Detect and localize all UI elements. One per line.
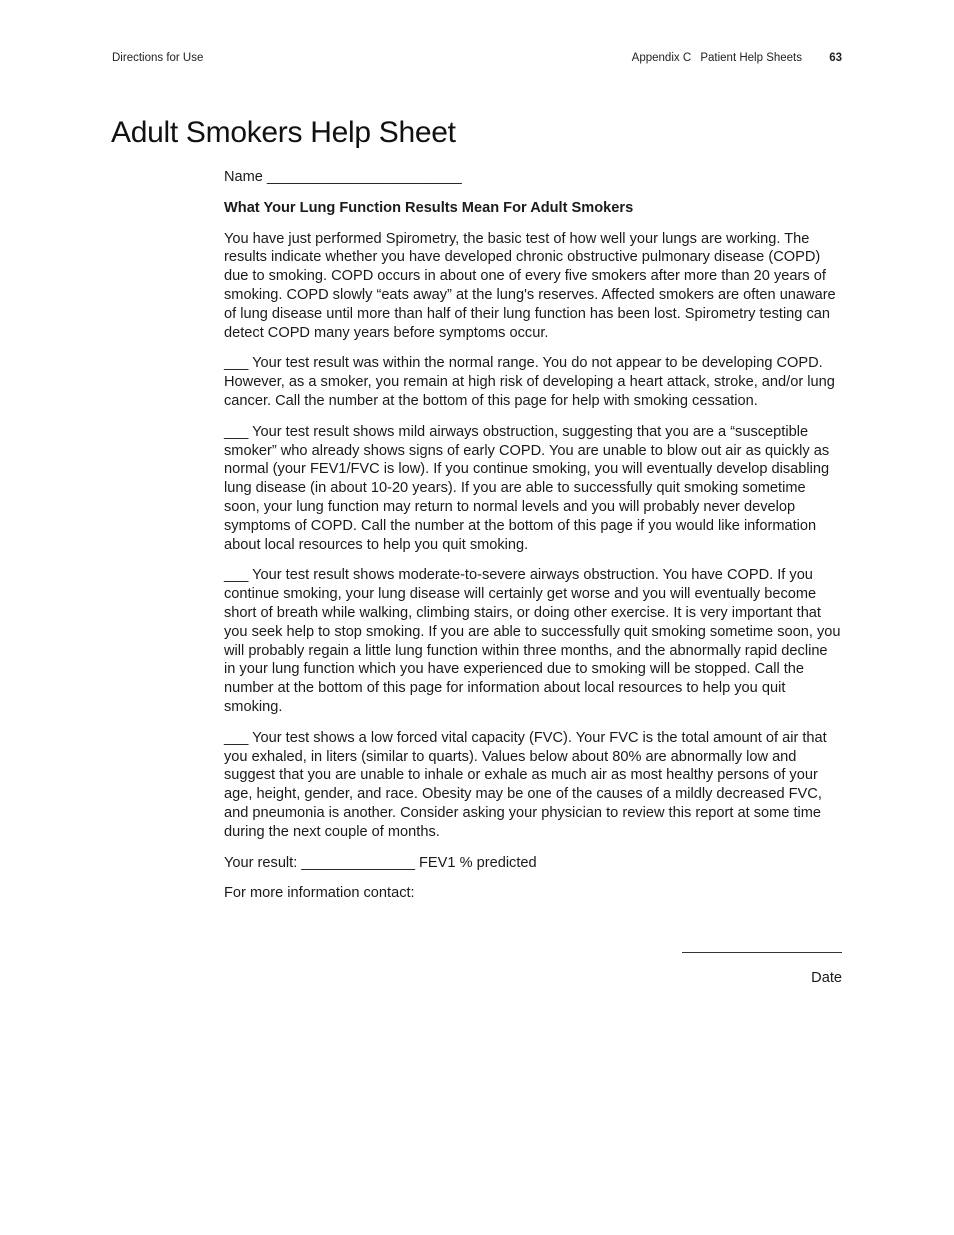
- date-blank-line: [682, 938, 842, 953]
- option-low-fvc: ___ Your test shows a low forced vital capacity (FVC). Your FVC is the total amount of air that you exhaled, in liters (similar to quarts). Values below about 80% are abnormally low and suggest that you are unable to inhale or exhale as much air as most healthy persons of your age, height, gender, and race. Obesity may be one of the causes of a mildly decreased FVC, and pneumonia is another. Consider asking your physician to review this report at some time during the next couple of months.: [224, 729, 827, 840]
- page-title: Adult Smokers Help Sheet: [111, 116, 456, 149]
- option-normal-result: ___ Your test result was within the normal range. You do not appear to be developing COPD. However, as a smoker, you remain at high risk of developing a heart attack, stroke, and/or lung cancer. Call the number at the bottom of this page for help with smoking cessation.: [224, 355, 835, 409]
- header-section: Patient Help Sheets: [700, 52, 802, 64]
- intro-paragraph: You have just performed Spirometry, the basic test of how well your lungs are working. The results indicate whether you have developed chronic obstructive pulmonary disease (COPD) due to smoking. COPD occurs in about one of every five smokers after more than 20 years of smoking. COPD slowly “eats away” at the lung's reserves. Affected smokers are often unaware of lung disease until more than half of their lung function has been lost. Spirometry testing can detect COPD many years before symptoms occur.: [224, 230, 836, 341]
- help-sheet-body: [224, 168, 842, 915]
- result-field-line: Your result: ______________ FEV1 % predicted: [224, 854, 537, 871]
- header-right-group: [632, 52, 842, 64]
- header-appendix: Appendix C: [631, 52, 692, 64]
- page-number: 63: [829, 52, 842, 64]
- header-doc-name: Directions for Use: [112, 52, 204, 64]
- option-moderate-severe-obstruction: ___ Your test result shows moderate-to-severe airways obstruction. You have COPD. If you continue smoking, your lung disease will certainly get worse and you will eventually become short of breath while walking, climbing stairs, or doing other exercise. It is very important that you seek help to stop smoking. If you are able to successfully quit smoking sometime soon, you will probably regain a little lung function within three months, and the abnormally rapid decline in your lung function which you have experienced due to smoking will be stopped. Call the number at the bottom of this page for information about local resources to help you quit smoking.: [224, 567, 841, 715]
- running-header: [112, 52, 842, 70]
- contact-line: For more information contact:: [224, 885, 415, 902]
- date-signature-block: [682, 938, 842, 988]
- option-mild-obstruction: ___ Your test result shows mild airways obstruction, suggesting that you are a “susceptible smoker” who already shows signs of early COPD. You are unable to blow out air as quickly as normal (your FEV1/FVC is low). If you continue smoking, you will eventually develop disabling lung disease (in about 10-20 years). If you are able to successfully quit smoking sometime soon, your lung function may return to normal levels and you will probably never develop symptoms of COPD. Call the number at the bottom of this page if you would like information about local resources to help you quit smoking.: [224, 423, 830, 553]
- date-label: Date: [811, 970, 842, 986]
- name-field-line: Name ________________________: [224, 169, 462, 185]
- section-subheading: What Your Lung Function Results Mean For Adult Smokers: [224, 199, 634, 216]
